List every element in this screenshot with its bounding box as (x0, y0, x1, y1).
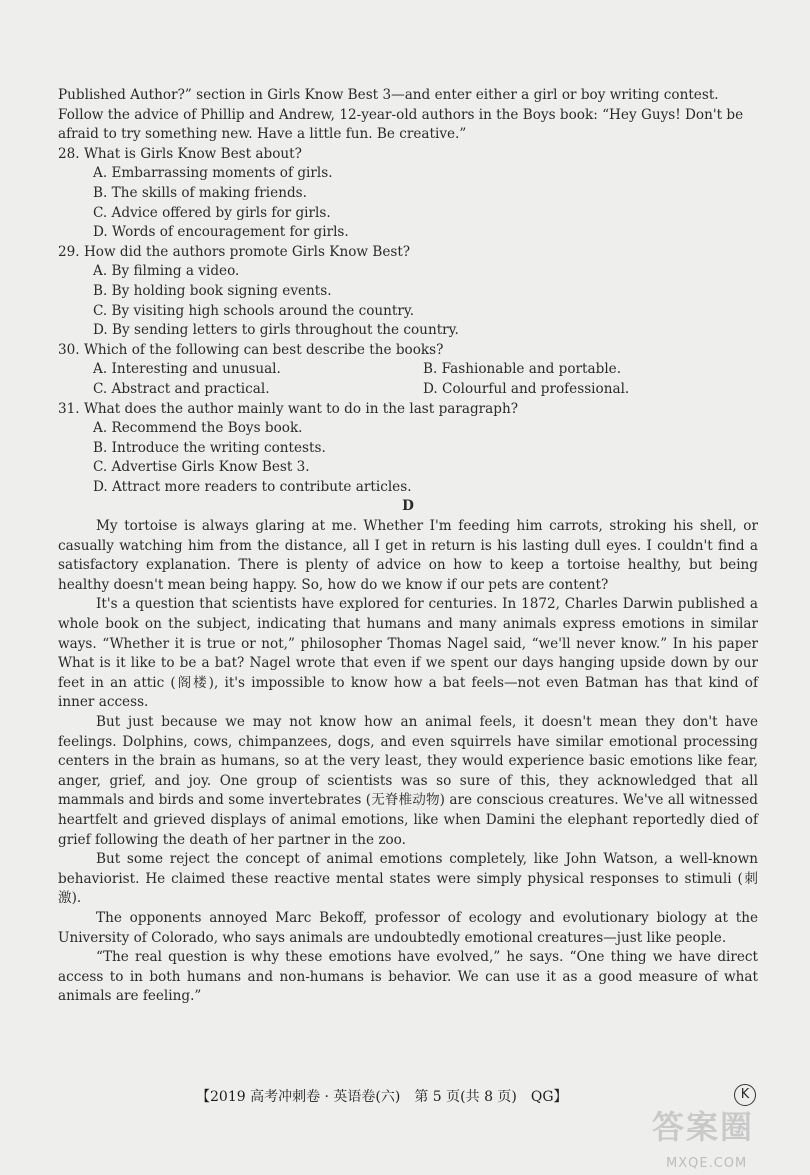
option-a: A. Embarrassing moments of girls. (93, 165, 333, 182)
passage-paragraph: “The real question is why these emotions have evolved,” he says. “One thing we have direct access to in both humans and non-humans is behavior. We can use it as a good measure of what animals are feeling.” (58, 949, 758, 1005)
question-30 (58, 341, 758, 400)
option-d: D. Words of encouragement for girls. (93, 224, 349, 241)
question-stem: 29. How did the authors promote Girls Know Best? (58, 243, 411, 260)
passage-paragraph: But some reject the concept of animal emotions completely, like John Watson, a well-known behaviorist. He claimed these reactive mental states were simply physical responses to stimuli (刺激). (58, 851, 758, 907)
option-a: A. Interesting and unusual. (93, 361, 281, 378)
passage-paragraph: My tortoise is always glaring at me. Whether I'm feeding him carrots, stroking his shell, or casually watching him from the distance, all I get in return is his lasting dull eyes. I couldn't find a satisfactory explanation. There is plenty of advice on how to keep a tortoise healthy, but being healthy doesn't mean being happy. So, how do we know if our pets are content? (58, 518, 758, 593)
circled-k-mark: K (734, 1084, 756, 1106)
option-b: B. Fashionable and portable. (423, 361, 622, 378)
question-stem: 28. What is Girls Know Best about? (58, 145, 302, 162)
passage-paragraph: The opponents annoyed Marc Bekoff, professor of ecology and evolutionary biology at the University of Colorado, who says animals are undoubtedly emotional creatures—just like people. (58, 909, 758, 946)
intro-paragraph: Published Author?” section in Girls Know Best 3—and enter either a girl or boy writing contest. Follow the advice of Phillip and Andrew, 12-year-old authors in the Boys book: “Hey Guys! Don't be afraid to try something new. Have a little fun. Be creative.” (58, 87, 744, 143)
passage-paragraph: It's a question that scientists have explored for centuries. In 1872, Charles Darwin published a whole book on the subject, indicating that humans and many animals express emotions in similar ways. “Whether it is true or not,” philosopher Thomas Nagel said, “we'll never know.” In his paper What is it like to be a bat? Nagel wrote that even if we spent our days hanging upside down by our feet in an attic (阁楼), it's impossible to know how a bat feels—not even Batman has that kind of inner access. (58, 596, 758, 711)
option-a: A. Recommend the Boys book. (93, 420, 303, 437)
watermark-url: MXQE.COM (666, 1156, 748, 1171)
question-31 (58, 400, 758, 498)
question-29 (58, 243, 758, 341)
option-a: A. By filming a video. (93, 263, 240, 280)
option-b: B. By holding book signing events. (93, 282, 332, 299)
watermark-logo: 答案圈 (652, 1108, 755, 1146)
option-d: D. Colourful and professional. (423, 380, 630, 397)
option-b: B. Introduce the writing contests. (93, 439, 326, 456)
question-stem: 30. Which of the following can best describe the books? (58, 341, 444, 358)
passage-paragraph: But just because we may not know how an animal feels, it doesn't mean they don't have feelings. Dolphins, cows, chimpanzees, dogs, and even squirrels have similar emotional processing centers in the brain as humans, so at the very least, they would experience basic emotions like fear, anger, grief, and joy. One group of scientists was so sure of this, they acknowledged that all mammals and birds and some invertebrates (无脊椎动物) are conscious creatures. We've all witnessed heartfelt and grieved displays of animal emotions, like when Damini the elephant reportedly died of grief following the death of her partner in the zoo. (58, 714, 758, 848)
option-row (58, 360, 758, 380)
option-c: C. Advice offered by girls for girls. (93, 204, 331, 221)
option-row (58, 380, 758, 400)
page-footer: 【2019 高考冲刺卷 · 英语卷(六) 第 5 页(共 8 页) QG】 (196, 1089, 568, 1105)
question-stem: 31. What does the author mainly want to do in the last paragraph? (58, 400, 519, 417)
option-d: D. By sending letters to girls throughout the country. (93, 322, 459, 339)
section-heading: D (402, 498, 414, 515)
question-28 (58, 145, 758, 243)
option-c: C. Abstract and practical. (93, 380, 270, 397)
option-d: D. Attract more readers to contribute articles. (93, 478, 412, 495)
option-b: B. The skills of making friends. (93, 184, 307, 201)
option-c: C. By visiting high schools around the country. (93, 302, 415, 319)
option-c: C. Advertise Girls Know Best 3. (93, 459, 310, 476)
